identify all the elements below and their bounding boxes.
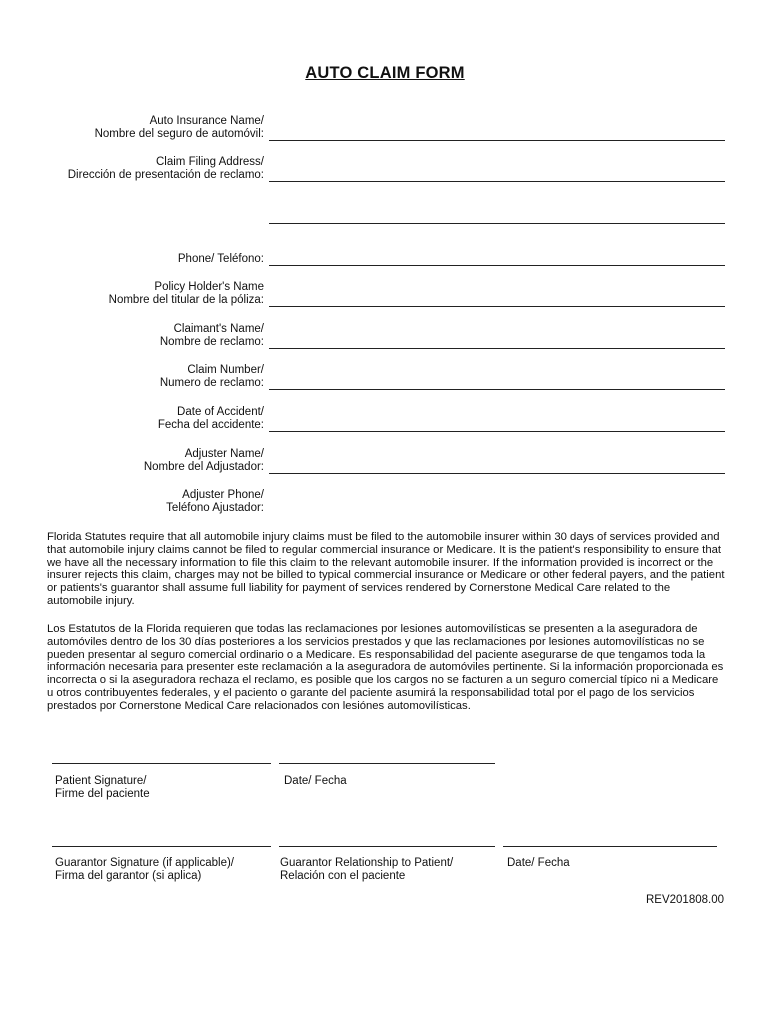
date-label: Date/ Fecha (284, 775, 347, 787)
notice-spanish: Los Estatutos de la Florida requieren que todas las reclamaciones por lesiones automovilísticas se presenten a la aseguradora de automóviles dentro de los 30 días posteriores a los servicios prestados y que las reclamaciones por lesiones automovilísticas no se pueden presentar al seguro comercial ordinario o a Medicare. Es responsabilidad del paciente asegurarse de que tengamos toda la información necesaria para presenter este reclamación a la aseguradora de automóviles pertinente. Si la información proporcionada es incorrecta o si la aseguradora rechaza el reclamo, es posible que los cargos no se facturen a un seguro comercial típico ni a Medicare u otros contribuyentes federales, y el paciento o garante del paciente asumirá la responsabilidad total por el pago de los servicios prestados por Cornerstone Medical Care relacionados con lesiónes automovilísticas. (47, 623, 724, 712)
adjuster-name-field[interactable] (40, 445, 725, 475)
form-title: AUTO CLAIM FORM (305, 64, 465, 82)
claim-number-field[interactable] (40, 361, 725, 391)
auto-insurance-name-line[interactable] (269, 140, 725, 141)
guarantor-relationship-label: Guarantor Relationship to Patient/ Relación con el paciente (280, 857, 454, 882)
date-of-accident-line[interactable] (269, 431, 725, 432)
claimant-name-field[interactable] (40, 320, 725, 350)
guarantor-signature-line[interactable] (52, 846, 271, 847)
guarantor-date-line[interactable] (503, 846, 717, 847)
patient-signature-line[interactable] (52, 763, 271, 764)
claim-filing-address-line-2[interactable] (269, 223, 725, 224)
claim-filing-address-label: Claim Filing Address/ Dirección de presentación de reclamo: (67, 156, 264, 181)
claim-filing-address-field[interactable] (40, 153, 725, 183)
claimant-name-line[interactable] (269, 348, 725, 349)
guarantor-date-label: Date/ Fecha (507, 857, 570, 869)
guarantor-signature-label: Guarantor Signature (if applicable)/ Firma del garantor (si aplica) (55, 857, 234, 882)
adjuster-phone-field[interactable] (40, 486, 725, 516)
phone-field[interactable] (40, 237, 725, 267)
policy-holder-name-field[interactable] (40, 278, 725, 308)
guarantor-relationship-line[interactable] (279, 846, 495, 847)
claim-filing-address-line[interactable] (269, 181, 725, 182)
date-of-accident-label: Date of Accident/ Fecha del accidente: (157, 406, 264, 431)
claimant-name-label: Claimant's Name/ Nombre de reclamo: (159, 323, 264, 348)
policy-holder-name-label: Policy Holder's Name Nombre del titular de la póliza: (108, 281, 264, 306)
patient-signature-label: Patient Signature/ Firme del paciente (55, 775, 150, 800)
phone-label: Phone/ Teléfono: (177, 253, 264, 265)
policy-holder-name-line[interactable] (269, 306, 725, 307)
adjuster-name-label: Adjuster Name/ Nombre del Adjustador: (143, 448, 264, 473)
phone-line[interactable] (269, 265, 725, 266)
revision-number: REV201808.00 (645, 894, 724, 906)
auto-insurance-name-label: Auto Insurance Name/ Nombre del seguro de automóvil: (94, 115, 264, 140)
claim-number-line[interactable] (269, 389, 725, 390)
date-line[interactable] (279, 763, 495, 764)
claim-number-label: Claim Number/ Numero de reclamo: (159, 364, 264, 389)
notice-english: Florida Statutes require that all automobile injury claims must be filed to the automobile insurer within 30 days of services provided and that automobile injury claims cannot be filed to regular commercial insurance or Medicare. It is the patient's responsibility to ensure that we have all the necessary information to file this claim to the relevant automobile insurer. If the information provided is incorrect or the insurer rejects this claim, charges may not be billed to typical commercial insurance or Medicare or other federal payers, and the patient or patients's guarantor shall assume full liability for payment of services rendered by Cornerstone Medical Care related to the automobile injury. (47, 531, 725, 607)
auto-insurance-name-field[interactable] (40, 112, 725, 142)
adjuster-name-line[interactable] (269, 473, 725, 474)
adjuster-phone-label: Adjuster Phone/ Teléfono Ajustador: (166, 489, 264, 514)
date-of-accident-field[interactable] (40, 403, 725, 433)
